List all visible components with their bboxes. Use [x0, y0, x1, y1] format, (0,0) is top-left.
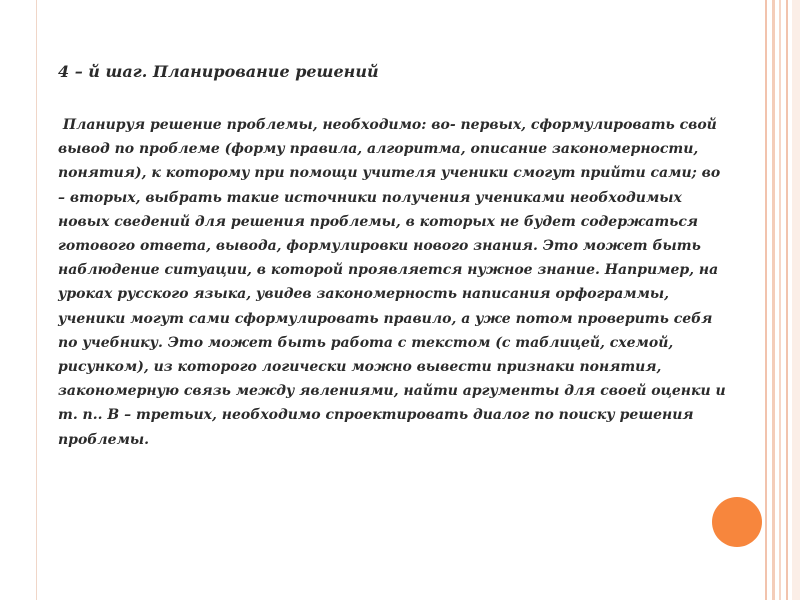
body-line: новых сведений для решения проблемы, в которых не будет содержаться	[58, 213, 699, 230]
body-line: вывод по проблеме (форму правила, алгоритма, описание закономерности,	[58, 141, 699, 158]
band-stripe	[786, 0, 788, 600]
body-line: рисунком), из которого логически можно вывести признаки понятия,	[58, 359, 662, 376]
body-line: т. п.. В – третьих, необходимо спроектировать диалог по поиску решения	[58, 407, 694, 424]
decorative-circle	[712, 497, 762, 547]
slide-body-text	[58, 113, 766, 452]
body-line: ученики могут сами сформулировать правило, а уже потом проверить себя	[58, 310, 713, 327]
slide-heading: 4 – й шаг. Планирование решений	[58, 62, 379, 81]
body-line: готового ответа, вывода, формулировки нового знания. Это может быть	[58, 238, 701, 255]
body-line: проблемы.	[58, 431, 149, 448]
band-stripe	[779, 0, 781, 600]
body-line: уроках русского языка, увидев закономерность написания орфограммы,	[58, 286, 670, 303]
body-line: наблюдение ситуации, в которой проявляется нужное знание. Например, на	[58, 262, 719, 279]
body-line: понятия), к которому при помощи учителя ученики смогут прийти сами; во	[58, 165, 721, 182]
body-line: по учебнику. Это может быть работа с текстом (с таблицей, схемой,	[58, 334, 674, 351]
body-line: Планируя решение проблемы, необходимо: во- первых, сформулировать свой	[58, 117, 717, 133]
slide-frame-line	[36, 0, 37, 600]
band-stripe	[792, 0, 800, 600]
body-line: – вторых, выбрать такие источники получения учениками необходимых	[58, 189, 682, 206]
band-stripe	[772, 0, 775, 600]
body-line: закономерную связь между явлениями, найти аргументы для своей оценки и	[58, 383, 726, 400]
